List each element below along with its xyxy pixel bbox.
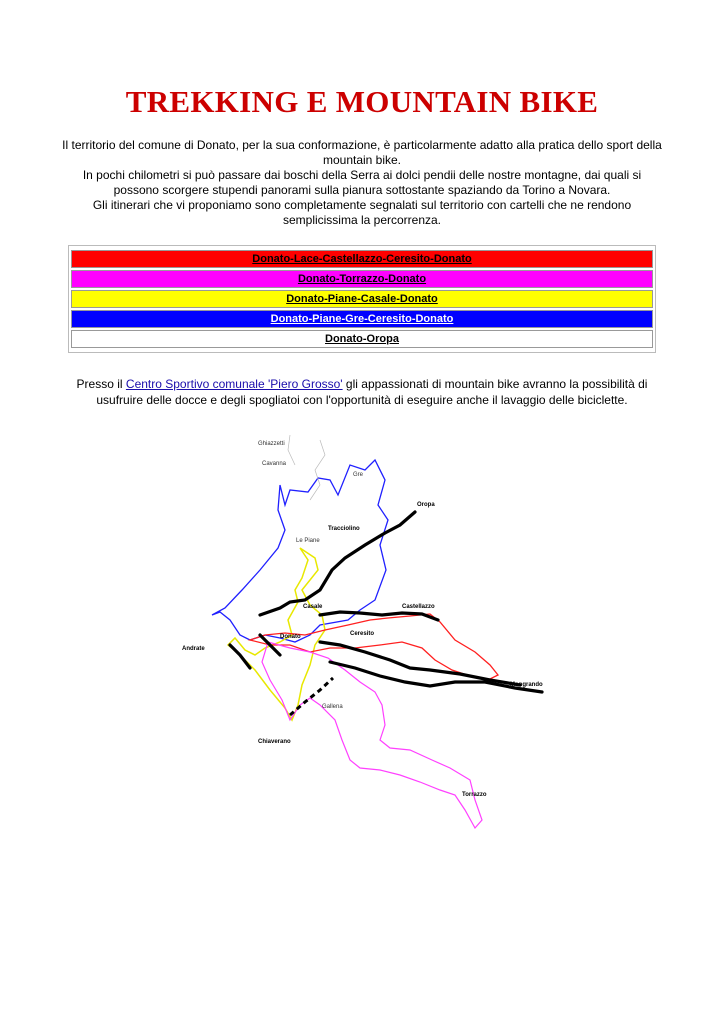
map-label-le-piane: Le Piane — [296, 538, 320, 544]
route-link-1[interactable]: Donato-Lace-Castellazzo-Ceresito-Donato — [71, 250, 653, 268]
route-link-4[interactable]: Donato-Piane-Gre-Ceresito-Donato — [71, 310, 653, 328]
map-label-chiaverano: Chiaverano — [258, 739, 291, 745]
route-map — [170, 430, 570, 840]
route-link-2[interactable]: Donato-Torrazzo-Donato — [71, 270, 653, 288]
map-label-cavanna: Cavanna — [262, 461, 287, 467]
map-label-mongrando: Mongrando — [510, 682, 543, 688]
map-roads — [230, 512, 542, 692]
routes-table — [68, 245, 656, 353]
note-text-before: Presso il — [76, 377, 126, 391]
map-label-gallena: Gallena — [322, 704, 343, 710]
map-label-casale: Casale — [303, 604, 323, 610]
map-label-torrazzo: Torrazzo — [462, 792, 487, 798]
map-label-ghiazzetti: Ghiazzetti — [258, 441, 285, 447]
map-route-magenta — [262, 642, 482, 828]
map-label-donato: Donato — [280, 634, 301, 640]
map-label-oropa: Oropa — [417, 502, 435, 508]
intro-paragraph-1: Il territorio del comune di Donato, per la sua conformazione, è particolarmente adatto alla pratica dello sport della mountain bike. — [62, 138, 662, 167]
sports-center-note — [60, 376, 664, 408]
map-label-gre: Gre — [353, 472, 364, 478]
intro-paragraph-2: In pochi chilometri si può passare dai boschi della Serra ai dolci pendii delle nostre montagne, dai quali si possono scorgere stupendi panorami sulla pianura sottostante spaziando da Torino a Novara. — [82, 168, 642, 197]
map-label-castellazzo: Castellazzo — [402, 604, 435, 610]
map-label-andrate: Andrate — [182, 646, 205, 652]
page-title: TREKKING E MOUNTAIN BIKE — [125, 84, 599, 119]
map-label-traccioline: Tracciolino — [328, 526, 360, 532]
route-link-5[interactable]: Donato-Oropa — [71, 330, 653, 348]
sports-center-link[interactable]: Centro Sportivo comunale 'Piero Grosso' — [125, 377, 343, 391]
route-link-3[interactable]: Donato-Piane-Casale-Donato — [71, 290, 653, 308]
note-text-after: gli appassionati di mountain bike avranno la possibilità di usufruire delle docce e degli spogliatoi con l'opportunità di eseguire anche il lavaggio delle biciclette. — [96, 377, 648, 407]
intro-text — [60, 138, 664, 228]
map-label-ceresito: Ceresito — [350, 631, 375, 637]
intro-paragraph-3: Gli itinerari che vi proponiamo sono completamente segnalati sul territorio con cartelli che ne rendono semplicissima la percorrenza. — [92, 198, 632, 227]
